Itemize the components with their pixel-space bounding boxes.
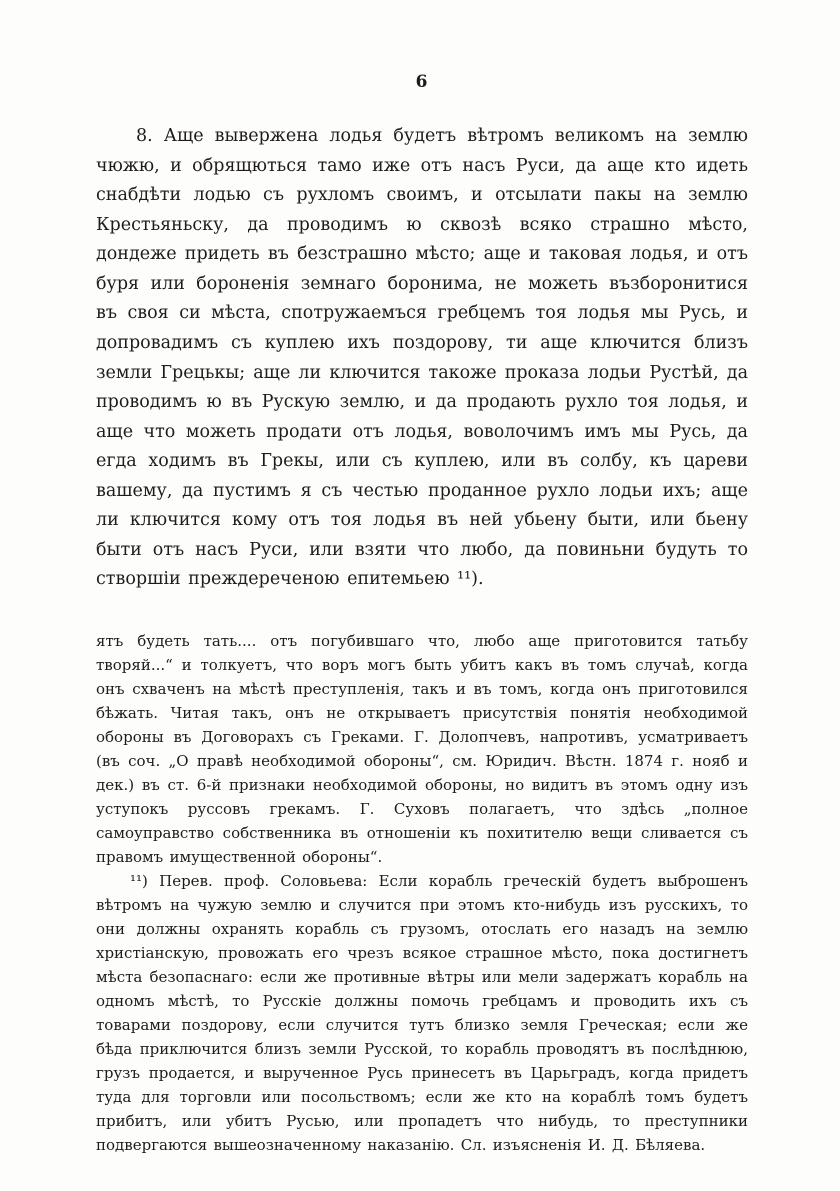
page-content: [96, 72, 748, 1157]
page-number: 6: [415, 72, 429, 92]
footnote-11: ¹¹) Перев. проф. Соловьева: Если корабль греческій будетъ выброшенъ вѣтромъ на чужую землю и случится при этомъ кто-нибудь изъ русскихъ, то они должны охранять корабль съ грузомъ, отослать его назадъ на землю христіанскую, провожать его чрезъ всякое страшное мѣсто, пока достигнетъ мѣста безопаснаго: если же противные вѣтры или мели задержатъ корабль на одномъ мѣстѣ, то Русскіе должны помочь гребцамъ и проводить ихъ съ товарами поздорову, если случится тутъ близко земля Греческая; если же бѣда приключится близъ земли Русской, то корабль проводятъ въ послѣднюю, грузъ продается, и вырученное Русь принесетъ въ Царьградъ, когда придетъ туда для торговли или посольствомъ; если же кто на кораблѣ томъ будетъ прибитъ, или убитъ Русью, или пропадетъ что нибудь, то преступники подвергаются вышеозначенному наказанію. Сл. изъясненія И. Д. Бѣляева.: [96, 872, 748, 1154]
footnotes-section: [96, 629, 748, 1157]
footnote-continuation: ятъ будеть тать.... отъ погубившаго что, любо аще приготовится татьбу творяй...“ и толкуетъ, что воръ могъ быть убитъ какъ въ томъ случаѣ, когда онъ схваченъ на мѣстѣ преступленія, такъ и въ томъ, когда онъ приготовился бѣжать. Читая такъ, онъ не открываетъ присутствія понятія необходимой обороны въ Договорахъ съ Греками. Г. Долопчевъ, напротивъ, усматриваетъ (въ соч. „О правѣ необходимой обороны“, см. Юридич. Вѣстн. 1874 г. нояб и дек.) въ ст. 6-й признаки необходимой обороны, но видитъ въ этомъ одну изъ уступокъ руссовъ грекамъ. Г. Суховъ полагаетъ, что здѣсь „полное самоуправство собственника въ отношеніи къ похитителю вещи сливается съ правомъ имущественной обороны“.: [96, 632, 748, 866]
main-paragraph: 8. Аще вывержена лодья будетъ вѣтромъ великомъ на землю чюжю, и обрящються тамо иже отъ насъ Руси, да аще кто идеть снабдѣти лодью съ рухломъ своимъ, и отсылати пакы на землю Крестьяньску, да проводимъ ю сквозѣ всяко страшно мѣсто, дондеже придеть въ безстрашно мѣсто; аще и таковая лодья, и отъ буря или бороненія земнаго боронима, не можеть възборонитися въ своя си мѣста, спотружаемъся гребцемъ тоя лодья мы Русь, и допровадимъ съ куплею ихъ поздорову, ти аще ключится близъ земли Грецькы; аще ли ключится такоже проказа лодьи Рустѣй, да проводимъ ю въ Рускую землю, и да продають рухло тоя лодья, и аще что можеть продати отъ лодья, воволочимъ имъ мы Русь, да егда ходимъ въ Грекы, или съ куплею, или въ солбу, къ цареви вашему, да пустимъ я съ честью проданное рухло лодьи ихъ; аще ли ключится кому отъ тоя лодья въ ней убьену быти, или бьену быти отъ насъ Руси, или взяти что любо, да повиньни будуть то створшіи преждереченою епитемьею ¹¹).: [96, 126, 748, 590]
